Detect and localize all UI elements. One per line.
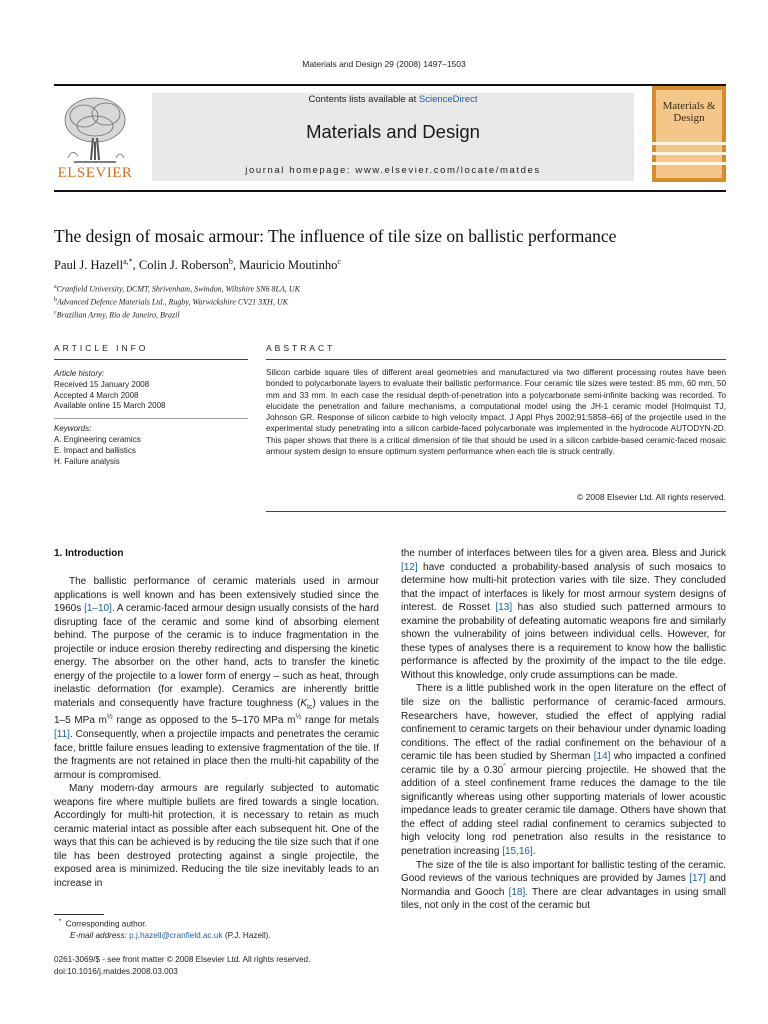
keywords-label: Keywords: [54, 424, 92, 434]
journal-banner [152, 93, 634, 181]
author-name[interactable]: Mauricio Moutinho [239, 258, 338, 273]
journal-citation: Materials and Design 29 (2008) 1497–1503 [302, 59, 466, 69]
article-info-rule [54, 359, 248, 360]
keyword: H. Failure analysis [54, 456, 120, 466]
keyword: E. Impact and ballistics [54, 445, 136, 455]
abstract-bottom-rule [266, 511, 726, 512]
abstract-copyright: © 2008 Elsevier Ltd. All rights reserved. [577, 492, 726, 502]
issn-line: 0261-3069/$ - see front matter © 2008 Elsevier Ltd. All rights reserved. [54, 955, 311, 964]
affiliation-b: Advanced Defence Materials Ltd., Rugby, Warwickshire CV21 3XH, UK [57, 297, 288, 307]
citation-link[interactable]: [1–10] [84, 603, 112, 615]
journal-cover-thumbnail [652, 86, 726, 182]
author-name[interactable]: Paul J. Hazell [54, 258, 124, 273]
body-column-right [401, 547, 726, 913]
citation-link[interactable]: [12] [401, 561, 418, 573]
footnote-rule [54, 914, 104, 915]
abstract-text: Silicon carbide square tiles of different areal geometries and manufactured via two different processing routes have been bonded to polycarbonate layers to evaluate their ballistic performance. Four ceramic tile sizes were tested: 85 mm, 60 mm, 50 mm and 33 mm. In each case the residual depth-of-penetration into a polycarbonate semi-infinite backing was recorded. To elucidate the penetration and failure mechanisms, a computational model using the JH-1 ceramic model [Holmquist TJ, Johnson GR. Response of silicon carbide to high velocity impact. J Appl Phys 2002;91:5858–66] of the projectile used in the experimental study penetrating into a silicon carbide-faced polycarbonate was implemented in the hydrocode AUTODYN-2D. This paper shows that there is a critical dimension of tile that should be used in a silicon carbide-based ceramic-faced mosaic armour system design to ensure optimum system performance when each tile is struck centrally. [266, 368, 726, 457]
doi-line[interactable]: doi:10.1016/j.matdes.2008.03.003 [54, 966, 178, 976]
citation-link[interactable]: [15,16] [502, 846, 533, 858]
history-received: Received 15 January 2008 [54, 379, 150, 389]
footnote: * Corresponding author. E-mail address: p.j.hazell@cranfield.ac.uk (P.J. Hazell). [58, 918, 271, 941]
citation-link[interactable]: [13] [495, 602, 513, 614]
abstract-rule [266, 359, 726, 360]
cover-title: Materials & Design [662, 100, 716, 124]
body-paragraph: the number of interfaces between tiles for a given area. Bless and Jurick [12] have conducted a probability-based analysis of such mosaics to determine how multi-hit protection varies with tile size. They concluded that the impact of interfaces is likely for most armour system designs of interest. de Rosset [13] has also studied such patterned armours to examine the probability of defeating automatic weapons fire and similarly shown the vulnerability of joins between individual cells. However, for these types of analyses there is a requirement to know how the ballistic performance is affected by the proximity of the impact to the tile edge. Without this knowledge, only crude assumptions can be made. [401, 548, 726, 681]
citation-link[interactable]: [18] [508, 886, 526, 898]
citation-link[interactable]: [14] [593, 751, 611, 763]
keyword: A. Engineering ceramics [54, 434, 141, 444]
journal-title: Materials and Design [306, 121, 480, 142]
history-accepted: Accepted 4 March 2008 [54, 390, 139, 400]
body-paragraph: There is a little published work in the open literature on the effect of tile size on the ballistic performance of ceramic-faced armours. Researchers have, however, studied the effect of applying radial confinement to ceramic targets on their behaviour under dynamic loading conditions. The effect of the radial confinement on the behaviour of a ceramic tile has been studied by Sherman [14] who impacted a confined ceramic tile by a 0.30″ armour piercing projectile. He showed that the addition of a steel confinement frame reduces the damage to the tile significantly whereas using other supporting materials of lower acoustic impedance leads to greater ceramic tile damage. Others have shown that the effect of adding steel radial confinement to ceramics subjected to high velocity long rod penetration also results in the resistance to penetration increasing [15,16]. [401, 683, 726, 858]
article-info-label: ARTICLE INFO [54, 343, 149, 353]
author-email-link[interactable]: p.j.hazell@cranfield.ac.uk [129, 931, 223, 941]
citation-link[interactable]: [17] [689, 873, 706, 885]
author-name[interactable]: Colin J. Roberson [138, 258, 229, 273]
history-label: Article history: [54, 369, 105, 378]
corresponding-author-note: Corresponding author. [65, 919, 147, 929]
contents-line [152, 94, 634, 105]
body-paragraph: Many modern-day armours are regularly subjected to automatic weapons fire where multiple bullets are fired towards a single location. Accordingly for multi-hit protection, it is necessary to retain as much ceramic material intact as possible after each subsequent hit. One of the ways that this can be achieved is by reducing the tile size such that if one tile has been destroyed protecting against a single projectile, the exposed area is minimized. Reducing the tile size inevitably leads to an increase in [54, 783, 379, 890]
contents-prefix: Contents lists available at [308, 94, 419, 105]
affiliations: $^a$Cranfield University, DCMT, Shrivenham, Swindon, Wiltshire SN6 8LA, UK $^b$Advanced Defence Materials Ltd., Rugby, Warwickshire CV21 3XH, UK $^c$Brazilian Army, Rio de Janeiro, Brazil [54, 284, 301, 320]
header-top-rule [54, 84, 726, 86]
affiliation-a: Cranfield University, DCMT, Shrivenham, Swindon, Wiltshire SN6 8LA, UK [56, 284, 301, 294]
body-paragraph: The ballistic performance of ceramic materials used in armour applications is well known and has been extensively studied since the 1960s [1–10]. A ceramic-faced armour design usually consists of the hard disrupting face of the ceramic and some kind of absorbing element behind. The purpose of the ceramic is to induce fragmentation in the projectile or induce erosion thereby redirecting and dispersing the kinetic energy. The absorber on the other hand, acts to transfer the kinetic energy of the projectile to a lower form of energy – such as heat, through inelastic deformation (for example). Ceramics are inherently brittle materials and consequently have fracture toughness $(K_{Ic})$ values in the 1–5 MPa $m^{\frac{1}{2}}$ range as opposed to the 5–170 MPa $m^{\frac{1}{2}}$ range for metals [11]. Consequently, when a projectile impacts and penetrates the ceramic face, brittle failure ensues leading to extensive fragmentation of the tile. If the fragments are not retained in place then the multi-hit capability of the armour is compromised. [54, 576, 379, 781]
body-column-left [54, 575, 379, 891]
body-paragraph: The size of the tile is also important for ballistic testing of the ceramic. Good reviews of the various techniques are provided by James [17] and Normandia and Gooch [18]. There are clear advantages in using small tiles, not only in the cost of the ceramic but [401, 859, 726, 912]
front-matter-info [54, 954, 310, 977]
publisher-wordmark: ELSEVIER [57, 165, 133, 181]
abstract-label: ABSTRACT [266, 343, 336, 353]
citation-link[interactable]: [11] [54, 729, 70, 741]
section-heading: 1. Introduction [54, 548, 124, 559]
author-list: Paul J. Hazell$^{a,*}$, Colin J. Roberson$^b$, Mauricio Moutinho$^c$ [54, 257, 341, 273]
article-info [54, 369, 248, 467]
history-online: Available online 15 March 2008 [54, 401, 166, 411]
journal-homepage[interactable]: journal homepage: www.elsevier.com/locate/matdes [245, 165, 541, 176]
sciencedirect-link[interactable]: ScienceDirect [418, 94, 478, 105]
article-title: The design of mosaic armour: The influence of tile size on ballistic performance [54, 226, 617, 246]
header-bottom-rule [54, 190, 726, 192]
affiliation-c: Brazilian Army, Rio de Janeiro, Brazil [56, 310, 180, 320]
